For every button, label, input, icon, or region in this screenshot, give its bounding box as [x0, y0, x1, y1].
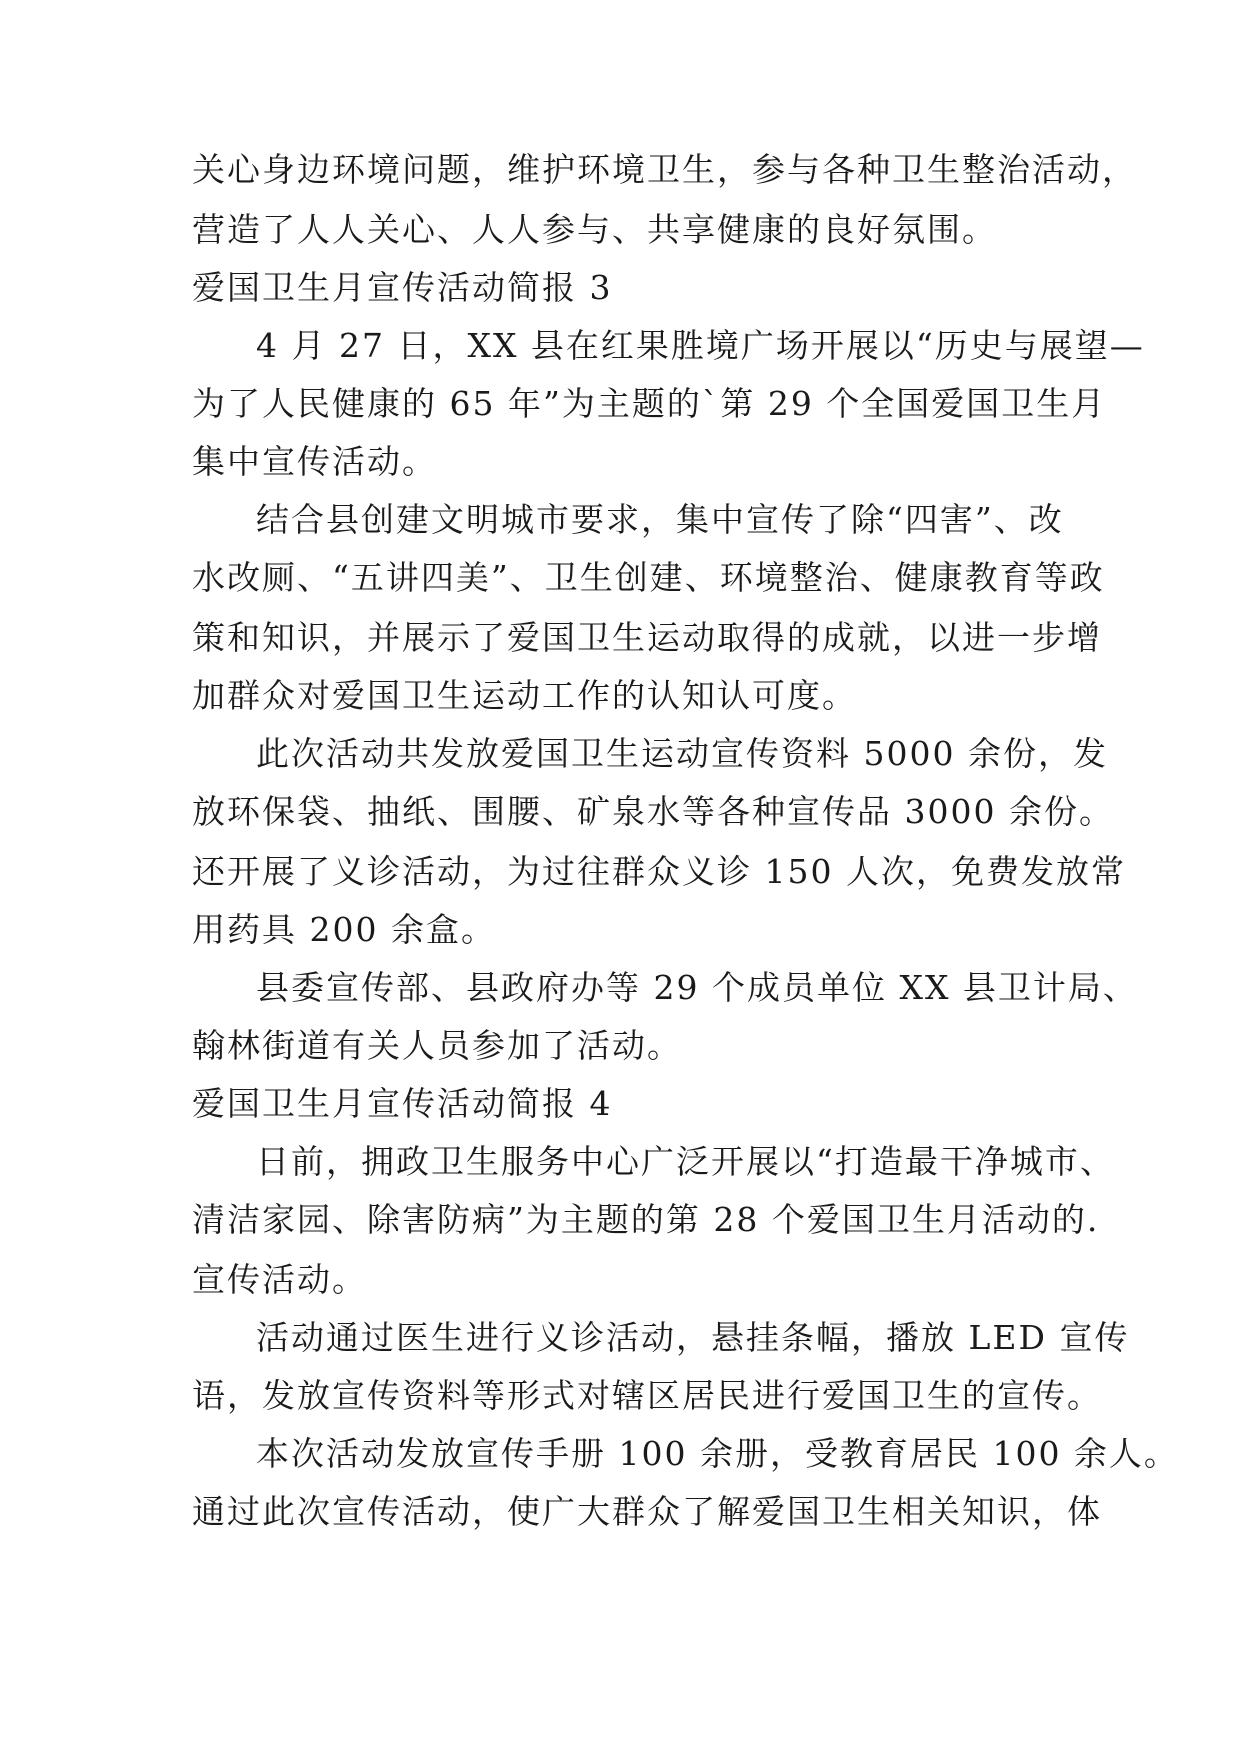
- body-text-line: 活动通过医生进行义诊活动，悬挂条幅，播放 LED 宣传: [256, 1318, 1130, 1357]
- body-text-line: 策和知识，并展示了爱国卫生运动取得的成就，以进一步增: [192, 618, 1102, 657]
- body-text-line: 放环保袋、抽纸、围腰、矿泉水等各种宣传品 3000 余份。: [192, 792, 1114, 831]
- body-text-line: 翰林街道有关人员参加了活动。: [192, 1026, 682, 1065]
- body-text-line: 结合县创建文明城市要求，集中宣传了除“四害”、改: [256, 500, 1064, 539]
- body-text-line: 关心身边环境问题，维护环境卫生，参与各种卫生整治活动，: [192, 150, 1137, 189]
- body-text-line: 4 月 27 日，XX 县在红果胜境广场开展以“历史与展望—: [256, 326, 1145, 365]
- body-text-line: 此次活动共发放爱国卫生运动宣传资料 5000 余份，发: [256, 734, 1108, 773]
- body-text-line: 水改厕、“五讲四美”、卫生创建、环境整治、健康教育等政: [192, 558, 1105, 597]
- body-text-line: 宣传活动。: [192, 1260, 367, 1299]
- body-text-line: 还开展了义诊活动，为过往群众义诊 150 人次，免费发放常: [192, 852, 1126, 891]
- body-text-line: 清洁家园、除害防病”为主题的第 28 个爱国卫生月活动的.: [192, 1200, 1100, 1239]
- body-text-line: 营造了人人关心、人人参与、共享健康的良好氛围。: [192, 210, 997, 249]
- body-text-line: 为了人民健康的 65 年”为主题的`第 29 个全国爱国卫生月: [192, 384, 1107, 423]
- body-text-line: 县委宣传部、县政府办等 29 个成员单位 XX 县卫计局、: [256, 968, 1138, 1007]
- body-text-line: 加群众对爱国卫生运动工作的认知认可度。: [192, 676, 857, 715]
- body-text-line: 语，发放宣传资料等形式对辖区居民进行爱国卫生的宣传。: [192, 1376, 1102, 1415]
- body-text-line: 通过此次宣传活动，使广大群众了解爱国卫生相关知识，体: [192, 1492, 1102, 1531]
- body-text-line: 用药具 200 余盒。: [192, 910, 496, 949]
- body-text-line: 集中宣传活动。: [192, 442, 437, 481]
- section-heading: 爱国卫生月宣传活动简报 4: [192, 1084, 613, 1123]
- section-heading: 爱国卫生月宣传活动简报 3: [192, 268, 613, 307]
- body-text-line: 日前，拥政卫生服务中心广泛开展以“打造最干净城市、: [256, 1142, 1115, 1181]
- body-text-line: 本次活动发放宣传手册 100 余册，受教育居民 100 余人。: [256, 1434, 1179, 1473]
